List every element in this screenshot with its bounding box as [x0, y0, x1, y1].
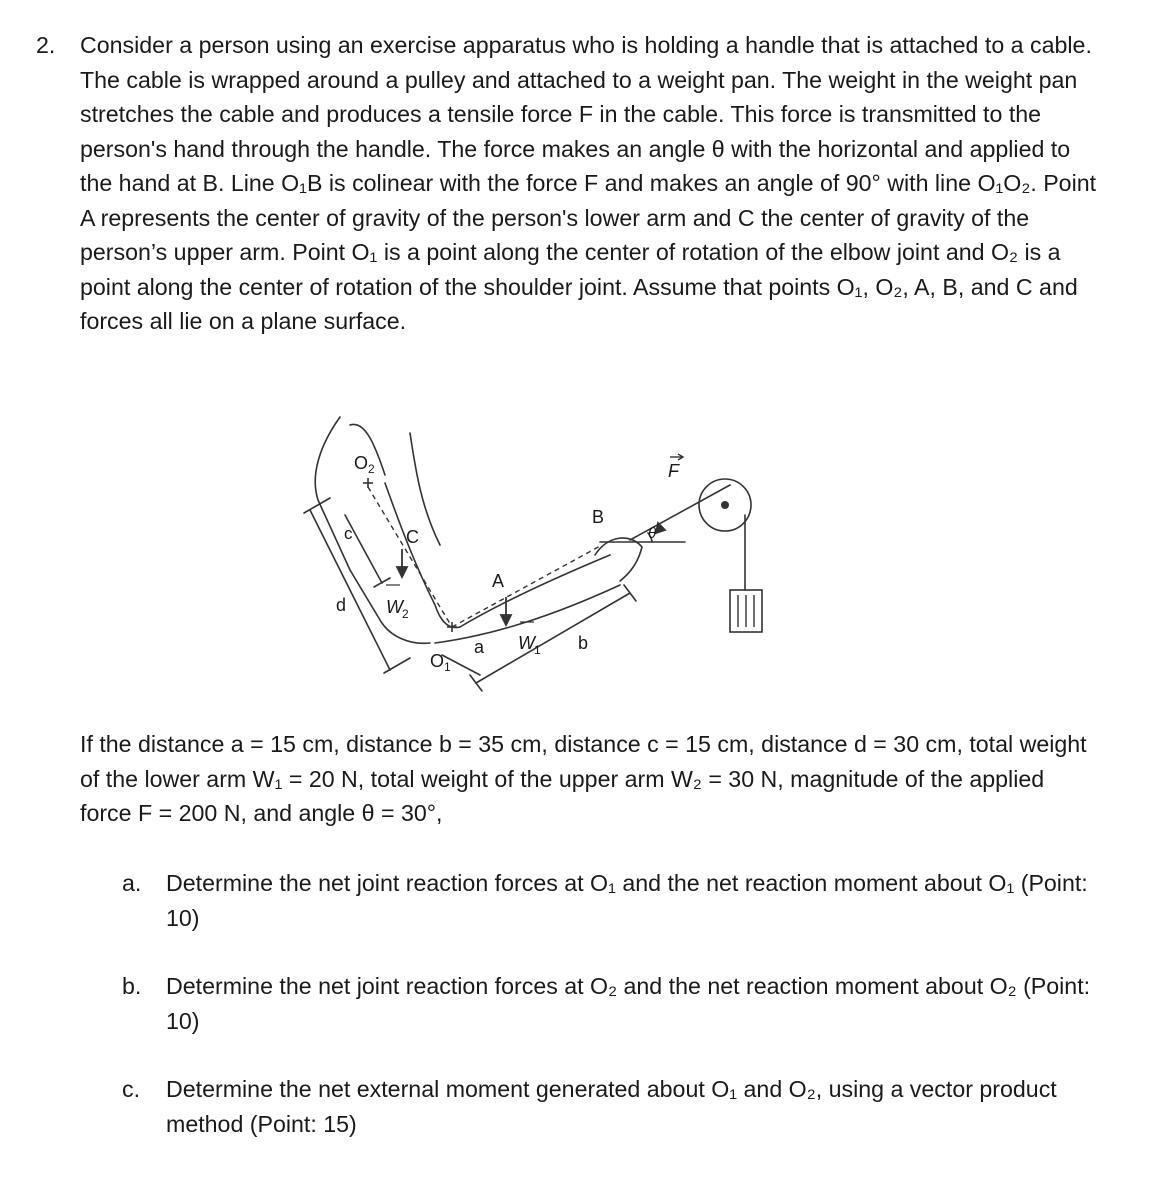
problem-number: 2. — [36, 32, 56, 58]
dimension-c-tick — [374, 578, 390, 587]
problem-intro: Consider a person using an exercise apparatus who is holding a handle that is attached to a cable. The cable is wrapped around a pulley and attached to a weight pan. The weight in the weight pan stretches the cable and produces a tensile force F in the cable. This force is transmitted to the person's hand through the handle. The force makes an angle θ with the horizontal and applied to the hand at B. Line O₁B is colinear with the force F and makes an angle of 90° with line O₁O₂. Point A represents the center of gravity of the person's lower arm and C the center of gravity of the person’s upper arm. Point O₁ is a point along the center of rotation of the elbow joint and O₂ is a point along the center of rotation of the shoulder joint. Assume that points O₁, O₂, A, B, and C and forces all lie on a plane surface. — [80, 32, 1097, 334]
label-o2: O — [354, 453, 369, 473]
question-a-label: a. — [122, 870, 142, 896]
label-d: d — [336, 595, 347, 615]
label-c-small: c — [344, 524, 353, 543]
label-w1: W — [518, 633, 535, 653]
cable-line — [630, 485, 730, 540]
label-w2: W — [386, 597, 403, 617]
label-o1: O — [430, 651, 445, 671]
label-c-big: C — [406, 527, 419, 547]
question-b-label: b. — [122, 973, 142, 999]
lower-arm-outline-1 — [460, 555, 610, 627]
label-o1-sub: 1 — [444, 660, 451, 674]
question-b — [80, 969, 1100, 1038]
dimension-d-tick-top — [304, 498, 330, 513]
label-b-dist: b — [578, 633, 589, 653]
question-c-label: c. — [122, 1076, 141, 1102]
exercise-diagram — [290, 405, 790, 705]
label-w1-sub: 1 — [534, 643, 541, 657]
question-b-text: Determine the net joint reaction forces at O₂ and the net reaction moment about O₂ (Point: 10) — [166, 973, 1091, 1034]
w2-arrow-head — [397, 567, 407, 577]
question-list — [80, 866, 1100, 1175]
problem-statement — [36, 28, 1106, 339]
label-a-point: A — [492, 571, 505, 591]
label-o2-sub: 2 — [368, 462, 375, 476]
pulley-axle — [721, 501, 729, 509]
hand-outline — [595, 538, 642, 581]
dimension-b-tick-right — [624, 585, 636, 601]
question-c-text: Determine the net external moment generated about O₁ and O₂, using a vector product method (Point: 15) — [166, 1076, 1057, 1137]
diagram-svg — [290, 405, 790, 705]
dimension-b — [476, 593, 630, 683]
label-a-dist: a — [474, 637, 485, 657]
dimension-b-tick-left — [470, 675, 482, 691]
f-arrow-head — [656, 523, 665, 533]
label-theta: θ — [648, 525, 657, 542]
line-o2-o1 — [368, 487, 452, 627]
label-w2-sub: 2 — [402, 607, 409, 621]
question-a-text: Determine the net joint reaction forces at O₁ and the net reaction moment about O₁ (Point: 10) — [166, 870, 1088, 931]
question-c — [80, 1072, 1100, 1141]
given-values: If the distance a = 15 cm, distance b = 35 cm, distance c = 15 cm, distance d = 30 cm, total weight of the lower arm W₁ = 20 N, total weight of the upper arm W₂ = 30 N, magnitude of the applied force F = 200 N, and angle θ = 30°, — [80, 731, 1087, 826]
question-a — [80, 866, 1100, 935]
line-o1-b — [452, 545, 602, 627]
w1-arrow-head — [501, 615, 511, 625]
label-b-point: B — [592, 507, 605, 527]
label-f: F — [668, 461, 679, 481]
torso-outline — [315, 417, 350, 570]
